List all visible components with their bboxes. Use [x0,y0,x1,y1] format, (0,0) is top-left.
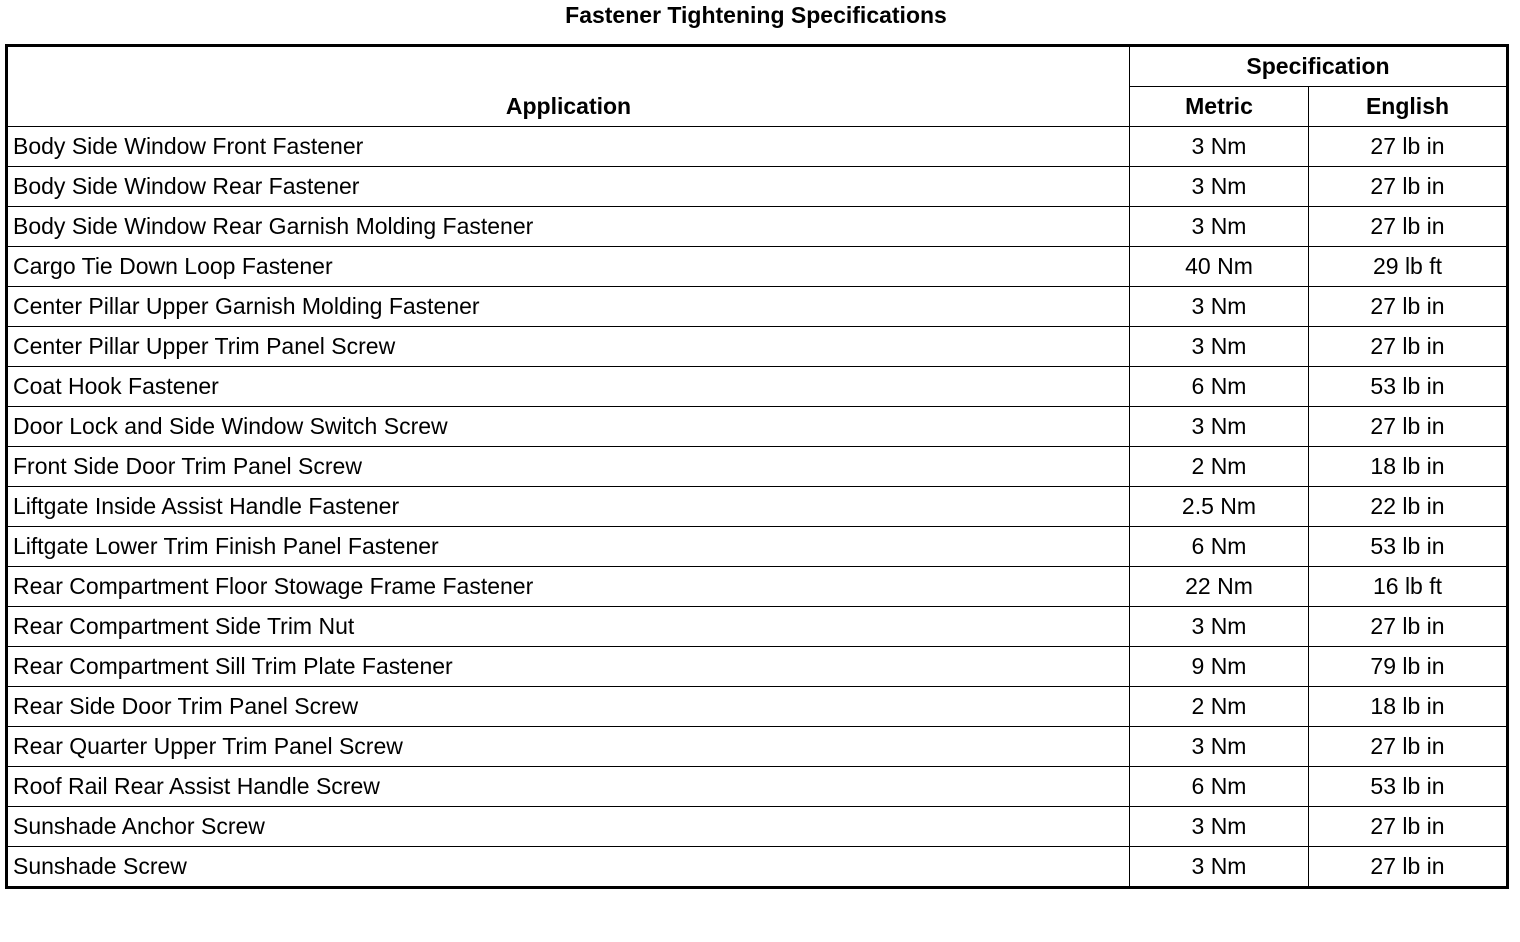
cell-metric: 2 Nm [1130,687,1309,727]
cell-english: 53 lb in [1309,367,1508,407]
cell-english: 79 lb in [1309,647,1508,687]
cell-metric: 3 Nm [1130,207,1309,247]
table-row [7,567,1508,607]
cell-english: 18 lb in [1309,447,1508,487]
cell-application: Body Side Window Front Fastener [7,127,1130,167]
cell-metric: 3 Nm [1130,807,1309,847]
cell-metric: 2 Nm [1130,447,1309,487]
cell-english: 27 lb in [1309,407,1508,447]
table-row [7,727,1508,767]
cell-application: Body Side Window Rear Garnish Molding Fastener [7,207,1130,247]
cell-application: Liftgate Lower Trim Finish Panel Fastener [7,527,1130,567]
cell-metric: 3 Nm [1130,327,1309,367]
table-row [7,367,1508,407]
table-row [7,807,1508,847]
cell-metric: 3 Nm [1130,607,1309,647]
cell-application: Liftgate Inside Assist Handle Fastener [7,487,1130,527]
table-row [7,487,1508,527]
cell-metric: 40 Nm [1130,247,1309,287]
cell-english: 53 lb in [1309,527,1508,567]
cell-metric: 6 Nm [1130,367,1309,407]
table-row [7,127,1508,167]
cell-english: 27 lb in [1309,807,1508,847]
cell-application: Center Pillar Upper Garnish Molding Fastener [7,287,1130,327]
cell-metric: 3 Nm [1130,127,1309,167]
table-body [7,127,1508,888]
cell-metric: 6 Nm [1130,767,1309,807]
cell-metric: 3 Nm [1130,847,1309,888]
page-title: Fastener Tightening Specifications [565,2,947,28]
cell-metric: 6 Nm [1130,527,1309,567]
column-header-specification: Specification [1130,46,1508,87]
cell-application: Coat Hook Fastener [7,367,1130,407]
column-header-metric: Metric [1130,87,1309,127]
table-row [7,687,1508,727]
table-row [7,247,1508,287]
cell-english: 27 lb in [1309,327,1508,367]
cell-application: Cargo Tie Down Loop Fastener [7,247,1130,287]
column-header-application: Application [7,46,1130,127]
cell-application: Rear Side Door Trim Panel Screw [7,687,1130,727]
column-header-english: English [1309,87,1508,127]
table-row [7,527,1508,567]
cell-metric: 9 Nm [1130,647,1309,687]
cell-application: Rear Compartment Floor Stowage Frame Fastener [7,567,1130,607]
cell-english: 27 lb in [1309,167,1508,207]
header-row-top [7,46,1508,87]
cell-english: 27 lb in [1309,847,1508,888]
cell-english: 53 lb in [1309,767,1508,807]
cell-english: 22 lb in [1309,487,1508,527]
table-row [7,407,1508,447]
cell-english: 27 lb in [1309,607,1508,647]
table-row [7,447,1508,487]
cell-application: Door Lock and Side Window Switch Screw [7,407,1130,447]
cell-english: 29 lb ft [1309,247,1508,287]
cell-english: 27 lb in [1309,207,1508,247]
table-row [7,847,1508,888]
cell-application: Center Pillar Upper Trim Panel Screw [7,327,1130,367]
cell-metric: 22 Nm [1130,567,1309,607]
cell-metric: 2.5 Nm [1130,487,1309,527]
cell-metric: 3 Nm [1130,407,1309,447]
cell-metric: 3 Nm [1130,287,1309,327]
table-row [7,607,1508,647]
cell-english: 18 lb in [1309,687,1508,727]
table-row [7,767,1508,807]
spec-table [5,44,1509,889]
cell-english: 27 lb in [1309,727,1508,767]
table-row [7,207,1508,247]
cell-application: Sunshade Screw [7,847,1130,888]
cell-application: Roof Rail Rear Assist Handle Screw [7,767,1130,807]
table-row [7,287,1508,327]
cell-application: Rear Compartment Side Trim Nut [7,607,1130,647]
cell-metric: 3 Nm [1130,167,1309,207]
cell-english: 27 lb in [1309,127,1508,167]
cell-application: Rear Quarter Upper Trim Panel Screw [7,727,1130,767]
table-row [7,327,1508,367]
cell-application: Sunshade Anchor Screw [7,807,1130,847]
table-header [7,46,1508,127]
cell-english: 16 lb ft [1309,567,1508,607]
cell-application: Front Side Door Trim Panel Screw [7,447,1130,487]
cell-metric: 3 Nm [1130,727,1309,767]
cell-english: 27 lb in [1309,287,1508,327]
cell-application: Rear Compartment Sill Trim Plate Fastener [7,647,1130,687]
table-row [7,167,1508,207]
table-row [7,647,1508,687]
cell-application: Body Side Window Rear Fastener [7,167,1130,207]
